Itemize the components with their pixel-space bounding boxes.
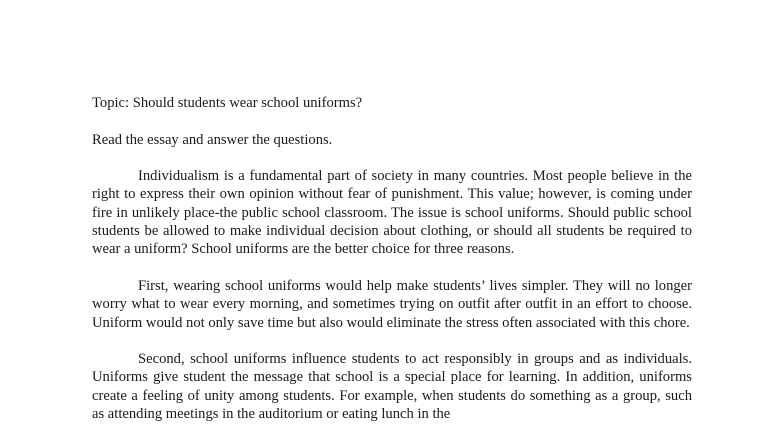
spacer	[92, 112, 692, 130]
essay-instruction: Read the essay and answer the questions.	[92, 131, 333, 148]
spacer	[92, 332, 692, 350]
essay-paragraph-2: First, wearing school uniforms would help make students’ lives simpler. They will no longer worry what to wear every morning, and sometimes trying on outfit after outfit in an effort to choose. Uniform would not only save time but also would eliminate the stress often associated with this chore.	[92, 277, 692, 331]
document-body	[92, 94, 692, 423]
essay-topic: Topic: Should students wear school uniforms?	[92, 95, 363, 111]
spacer	[92, 259, 692, 277]
essay-paragraph-3: Second, school uniforms influence students to act responsibly in groups and as individuals. Uniforms give student the message that school is a special place for learning. In addition, uniforms create a feeling of unity among students. For example, when students do something as a group, such as attending meetings in the auditorium or eating lunch in the	[92, 351, 692, 423]
essay-paragraph-1: Individualism is a fundamental part of society in many countries. Most people believe in the right to express their own opinion without fear of punishment. This value; however, is coming under fire in unlikely place-the public school classroom. The issue is school uniforms. Should public school students be allowed to make individual decision about clothing, or should all students be required to wear a uniform? School uniforms are the better choice for three reasons.	[92, 168, 692, 258]
spacer	[92, 149, 692, 167]
